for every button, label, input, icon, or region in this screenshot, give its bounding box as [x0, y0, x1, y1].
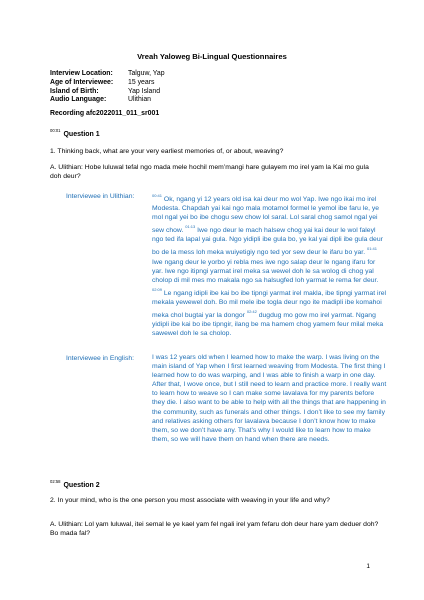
question-1-ulithian-prompt: A. Ulithian: Hobe luluwal tefal ngo mada mele hochil mem’mangi hare gulayem mo irel yam la Kai mo gula doh deur?: [50, 164, 369, 181]
response-text: Le ngang idipli ibe kai bo ibe tipngi yarmat irel makla, ibe tipngi yarmat irel mekala yewewel doh. Bo mil mele ibe togla deur ngo ite madipli ibe komahoi meka chol bugtai yar la dongor: [152, 289, 387, 320]
interview-metadata: [50, 70, 165, 105]
meta-row-location: [50, 70, 165, 79]
meta-label: Interview Location:: [50, 70, 113, 77]
ulithian-label: Interviewee in Ulithian:: [66, 193, 135, 200]
response-text: Iwe ngang deur le yorbo yi rebla mes iwe ngo salap deur le ngang ifaru for yar. Iwe ngo itipngi yarmat irel meka sa wewel doh le sa wolog di chog yal cholop di mil mes mo makala ngo sa halsugfed loh yarmat le rema fer deur.: [152, 258, 379, 284]
meta-value: Ulithian: [128, 96, 151, 104]
timestamp: 02:09: [152, 286, 163, 292]
question-1-text: 1. Thinking back, what are your very earliest memories of, or about, weaving?: [50, 148, 284, 155]
meta-value: Talguw, Yap: [128, 70, 165, 77]
response-text: dugdug mo gow mo irel yarmat. Ngang yidipli ibe kai bo ibe tipngir, ilang be ma hamem chog yamem feur milal meka sawewel doh le sa cholop.: [152, 312, 384, 338]
timestamp: 02:42: [246, 309, 257, 315]
meta-label: Island of Birth:: [50, 87, 99, 95]
meta-label: Audio Language:: [50, 96, 107, 104]
timestamp: 01:13: [185, 224, 196, 230]
meta-row-island: [50, 88, 165, 97]
english-response: I was 12 years old when I learned how to make the warp. I was living on the main island of Yap when I first learned weaving from Modesta. The first thing I learned how to do was warping, and I was able to finish a warp in one day. After that, I wove once, but I still need to learn and practice more. I really want to learn how to weave so I can make some lavalava for my parents before they die. I also want to be able to help with all the things that are happening in the community, such as funerals and other things. I don’t like to see my family and relatives asking others for lavalava because I don’t know how to make them, so we don’t have any. That’s why I would like to learn how to make them, so we will have them on hand when there are needs.: [152, 354, 387, 443]
meta-value: 15 years: [128, 78, 155, 86]
english-label: Interviewee in English:: [66, 355, 135, 362]
question-2-text: 2. In your mind, who is the one person you most associate with weaving in your life and why?: [50, 497, 330, 504]
meta-row-language: [50, 96, 165, 105]
document-title: Vreah Yaloweg Bi-Lingual Questionnaires: [137, 52, 287, 61]
meta-value: Yap Island: [128, 87, 161, 95]
response-text: Ok, ngang yi 12 years old isa kai deur mo wol Yap. Iwe ngo ikai mo irel Modesta. Chapdah yai kai ngo mala motamol formel le yemol ibe faru le, ye mol ngal yei bo ibe chogu sew chow lol saral. Lol saral chog samol ngal yei sew chow.: [152, 196, 380, 235]
recording-id: Recording afc2022011_011_sr001: [50, 110, 160, 117]
question-1-heading: [50, 128, 100, 138]
ulithian-response: [152, 191, 388, 338]
response-text: Iwe ngo deur le mach halsew chog yai kai deur le wol faleyl ngo ted ifa lapal yai gula. Ngo yidipli ibe gula bo, ye kal yai dipli ibe gula deur bo de la mess loh meka wuiyetigiy ngo ted yor sew deur le ifaru bo yar.: [152, 227, 383, 257]
meta-label: Age of Interviewee:: [50, 78, 114, 86]
question-2-ulithian-prompt: A. Ulithian: Lol yam luluwal, itei semal le ye kael yam fel ngali irel yam fefaru doh deur hare yam deduer doh? Bo mada fal?: [50, 521, 379, 538]
timestamp: 00:01: [50, 128, 61, 133]
question-2-heading: [50, 479, 100, 489]
timestamp: 00:41: [152, 193, 163, 198]
meta-row-age: [50, 79, 165, 88]
timestamp: 01:41: [366, 246, 377, 252]
page-number: 1: [366, 563, 370, 570]
question-heading-text: Question 1: [63, 131, 100, 138]
question-heading-text: Question 2: [63, 482, 100, 489]
timestamp: 02:58: [50, 479, 61, 484]
